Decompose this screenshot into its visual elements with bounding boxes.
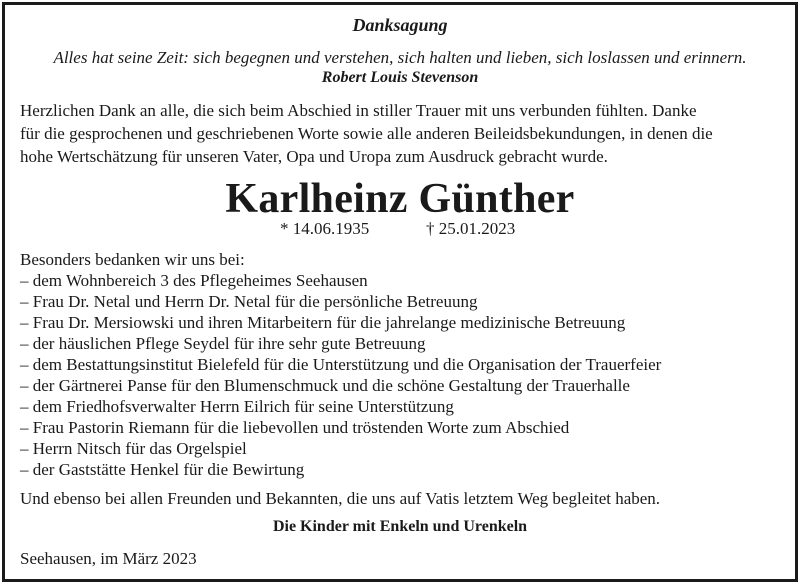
thanks-item: – dem Wohnbereich 3 des Pflegeheimes Seehausen (20, 271, 368, 290)
place-date: Seehausen, im März 2023 (20, 549, 197, 568)
thanks-item: – dem Friedhofsverwalter Herrn Eilrich für seine Unterstützung (20, 397, 454, 416)
quote-author: Robert Louis Stevenson (321, 69, 479, 86)
thanks-item: – dem Bestattungsinstitut Bielefeld für die Unterstützung und die Organisation der Trauerfeier (20, 355, 662, 374)
intro-line: hohe Wertschätzung für unseren Vater, Opa und Uropa zum Ausdruck gebracht wurde. (20, 147, 608, 166)
closing-line: Und ebenso bei allen Freunden und Bekannten, die uns auf Vatis letztem Weg begleitet haben. (20, 489, 661, 508)
notice-heading: Danksagung (352, 15, 448, 35)
deceased-name: Karlheinz Günther (225, 176, 575, 222)
intro-line: Herzlichen Dank an alle, die sich beim Abschied in stiller Trauer mit uns verbunden fühlten. Danke (20, 101, 697, 120)
thanks-item: – Frau Dr. Netal und Herrn Dr. Netal für die persönliche Betreuung (20, 292, 478, 311)
thanks-item: – der Gaststätte Henkel für die Bewirtung (20, 460, 305, 479)
thanks-item: – Frau Dr. Mersiowski und ihren Mitarbeitern für die jahrelange medizinische Betreuung (20, 313, 626, 332)
intro-line: für die gesprochenen und geschriebenen Worte sowie alle anderen Beileidsbekundungen, in denen die (20, 124, 713, 143)
thanks-item: – Frau Pastorin Riemann für die liebevollen und tröstenden Worte zum Abschied (20, 418, 570, 437)
thanks-item: – Herrn Nitsch für das Orgelspiel (20, 439, 247, 458)
thanks-intro: Besonders bedanken wir uns bei: (20, 250, 245, 269)
thanks-item: – der häuslichen Pflege Seydel für ihre sehr gute Betreuung (20, 334, 426, 353)
quote-text: Alles hat seine Zeit: sich begegnen und verstehen, sich halten und lieben, sich loslassen und erinnern. (53, 48, 747, 67)
death-date: † 25.01.2023 (426, 219, 516, 238)
birth-date: * 14.06.1935 (280, 219, 370, 238)
signoff: Die Kinder mit Enkeln und Urenkeln (272, 518, 528, 535)
thanks-item: – der Gärtnerei Panse für den Blumenschmuck und die schöne Gestaltung der Trauerhalle (20, 376, 630, 395)
